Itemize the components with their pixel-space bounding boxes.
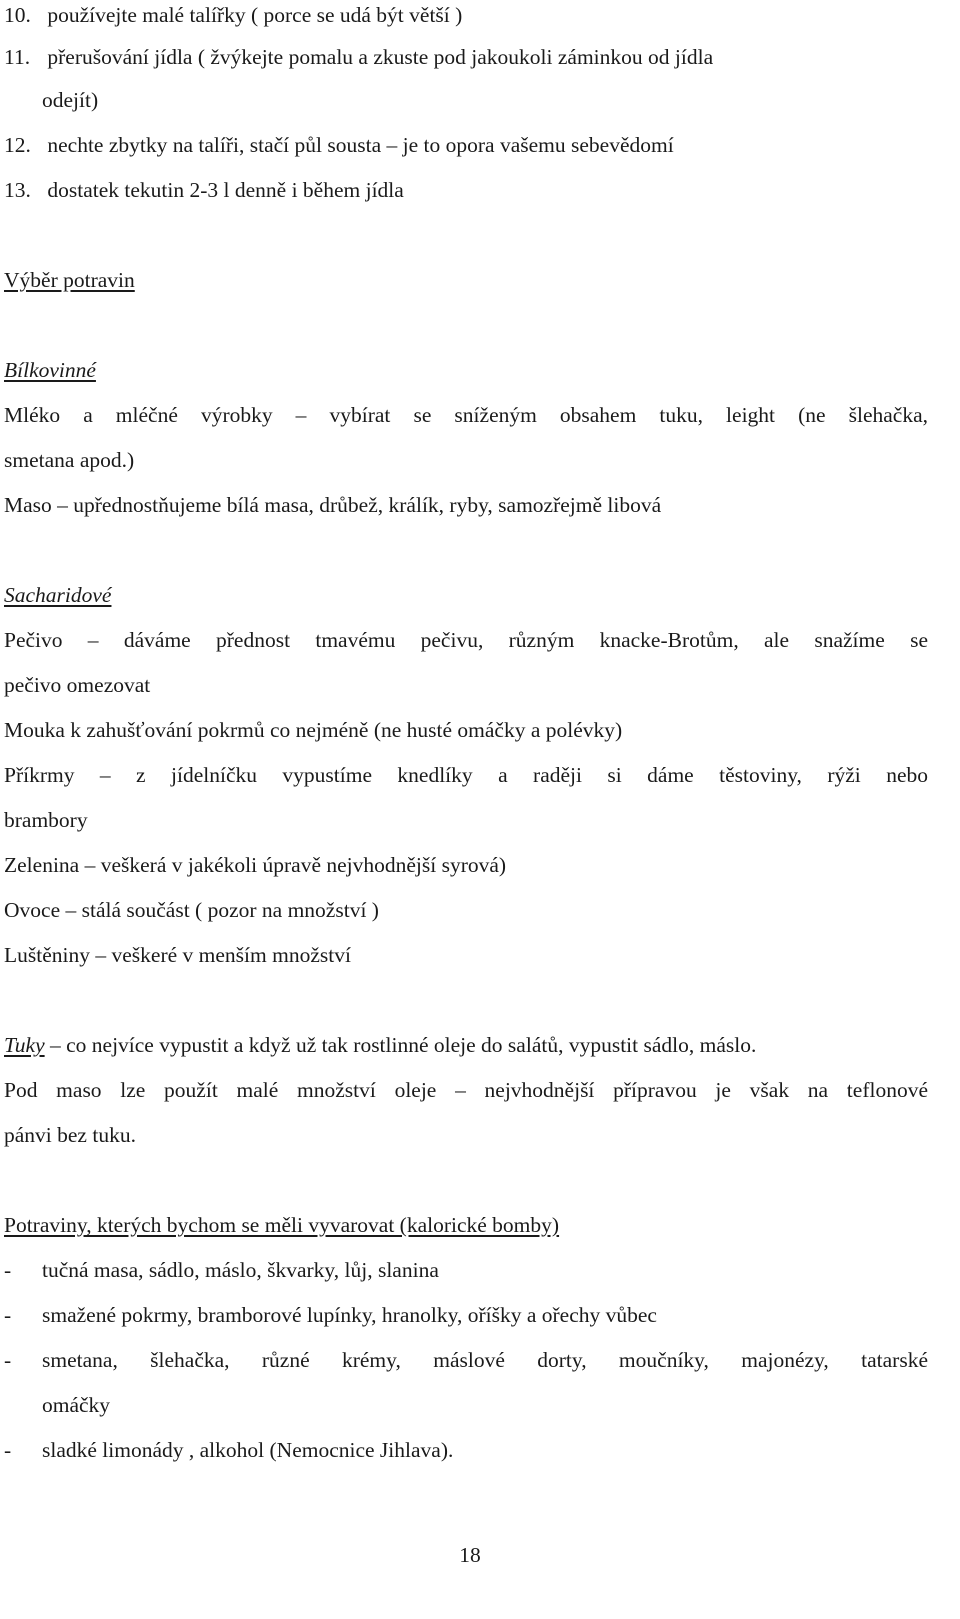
avoid-item-3: smetana, šlehačka, různé krémy, máslové dorty, moučníky, majonézy, tatarské [42, 1348, 928, 1372]
avoid-item-3-continuation: omáčky [42, 1393, 111, 1417]
avoid-item-1: tučná masa, sádlo, máslo, škvarky, lůj, slanina [42, 1258, 439, 1282]
proteins-milk-line: Mléko a mléčné výrobky – vybírat se sníženým obsahem tuku, leight (ne šlehačka, [4, 403, 928, 427]
list-item-10: 10. používejte malé talířky ( porce se udá být větší ) [4, 3, 463, 27]
avoid-dash-1: - [4, 1258, 12, 1282]
page-number: 18 [459, 1543, 481, 1567]
avoid-dash-2: - [4, 1303, 12, 1327]
fats-heading: Tuky [4, 1033, 45, 1057]
carbs-heading: Sacharidové [4, 583, 112, 607]
avoid-dash-4: - [4, 1438, 12, 1462]
carbs-bread-continuation: pečivo omezovat [4, 673, 151, 697]
proteins-heading: Bílkovinné [4, 358, 96, 382]
list-item-11: 11. přerušování jídla ( žvýkejte pomalu a zkuste pod jakoukoli záminkou od jídla [4, 45, 714, 69]
fats-line: Tuky – co nejvíce vypustit a když už tak rostlinné oleje do salátů, vypustit sádlo, máslo. [4, 1033, 757, 1057]
list-item-12: 12. nechte zbytky na talíři, stačí půl sousta – je to opora vašemu sebevědomí [4, 133, 674, 157]
proteins-milk-continuation: smetana apod.) [4, 448, 135, 472]
carbs-flour-line: Mouka k zahušťování pokrmů co nejméně (ne husté omáčky a polévky) [4, 718, 623, 742]
carbs-legumes-line: Luštěniny – veškeré v menším množství [4, 943, 351, 967]
fats-line-3: pánvi bez tuku. [4, 1123, 136, 1147]
avoid-dash-3: - [4, 1348, 12, 1372]
proteins-meat-line: Maso – upřednostňujeme bílá masa, drůbež, králík, ryby, samozřejmě libová [4, 493, 662, 517]
avoid-item-4: sladké limonády , alkohol (Nemocnice Jihlava). [42, 1438, 454, 1462]
section-title: Výběr potravin [4, 268, 135, 292]
carbs-sides-line: Příkrmy – z jídelníčku vypustíme knedlíky a raději si dáme těstoviny, rýži nebo [4, 763, 928, 787]
carbs-sides-continuation: brambory [4, 808, 88, 832]
avoid-item-2: smažené pokrmy, bramborové lupínky, hranolky, oříšky a ořechy vůbec [42, 1303, 657, 1327]
list-item-13: 13. dostatek tekutin 2-3 l denně i během jídla [4, 178, 404, 202]
fats-line-2: Pod maso lze použít malé množství oleje – nejvhodnější přípravou je však na teflonové [4, 1078, 928, 1102]
list-item-11-continuation: odejít) [42, 88, 99, 112]
carbs-vegetables-line: Zelenina – veškerá v jakékoli úpravě nejvhodnější syrová) [4, 853, 507, 877]
carbs-bread-line: Pečivo – dáváme přednost tmavému pečivu, různým knacke-Brotům, ale snažíme se [4, 628, 928, 652]
avoid-heading: Potraviny, kterých bychom se měli vyvarovat (kalorické bomby) [4, 1213, 560, 1237]
carbs-fruit-line: Ovoce – stálá součást ( pozor na množství ) [4, 898, 379, 922]
